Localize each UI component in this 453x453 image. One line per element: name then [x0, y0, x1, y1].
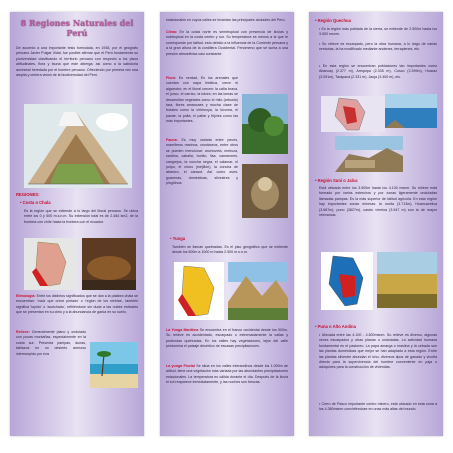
regiones-heading: REGIONES: — [16, 192, 40, 197]
fauna-paragraph — [166, 138, 238, 187]
bullet-icon: • — [315, 18, 317, 23]
fauna-label: Fauna: — [166, 138, 178, 142]
altitude-pyramid-illustration — [24, 104, 132, 188]
clima-text: En la costa norte es semitropical con presencia de lluvias y subtropical en la costa centro y sur. Su temperatura es menos a la que le corresponde por latitud, esto debido a la influencia de la Corriente peruana y a la gran altura de la cordillera Occidental. Fenómeno que se suma a una presión atmosférica casi constante. — [166, 30, 288, 56]
peru-map-illustration — [24, 238, 78, 290]
etimologia-label: Etimología: — [16, 294, 36, 298]
fluvial-label: La yunga Fluvial — [166, 364, 195, 368]
bullet-icon: • — [170, 236, 172, 241]
bullet-icon: • — [315, 178, 317, 183]
ruins-photo — [335, 136, 403, 172]
relieve-paragraph — [16, 330, 86, 357]
bullet-icon: • — [319, 402, 322, 406]
flora-label: Flora: — [166, 76, 176, 80]
bullet-icon: • — [319, 42, 322, 46]
quechua-bullet: • Su relieve es escarpado, pero la obra humana, a lo largo de varias centurias, la ha modificado mediante andenes, terraplenes, etc. — [319, 42, 437, 52]
puna-heading — [315, 324, 356, 329]
bullet-icon: • — [319, 64, 323, 68]
costa-text: Es la región que se extiende a lo largo del litoral peruano. Se ubica entre los 0 y 500 m.s.n.m. Su extensión total es de 2.484 km2, de la frontera con chile hasta la frontera con el ecuador. — [24, 209, 138, 224]
yunga-heading-label: Yunga — [172, 236, 186, 241]
costa-heading-label: Costa o Chala — [22, 200, 51, 205]
puna-bullet: • Cerro de Pasco importante centro minero, está ubicado en esta zona a los 4.380msnm convirtiéndose en unas más altas del mundo. — [319, 402, 437, 412]
quechua-map-illustration — [321, 96, 385, 132]
maritima-text: Se encuentra en el franco occidental desde los 500m. Su relieve es accidentado, escarpado o extremadamente la vallas y profundas quebradas. En los valles hay vegetaciones, lejos del valle predomina el paisaje desértico de escasas precipitaciones. — [166, 328, 288, 349]
clima-label: Clima: — [166, 30, 177, 34]
quechua-bullet: • Es la región más poblada de la sierra, se extiende de 2.500m hasta los 3.500 msnm. — [319, 27, 437, 37]
intro-paragraph: De acuerdo a una importante tesis formulada, en 1938, por el geógrafo peruano Javier Pulgar Vidal, fue posible afirmar que el Perú fundamenta su pluriversidad clasificando el territorio peruano con respecto a los pisos altitudinales, flora y fauna que este alberga; así como a la sabiduría ancestral heredada por el hombre peruano. Ofreciendo por primera vez una amplia y certera visión de la biodiversidad del Perú. — [16, 46, 138, 78]
quechua-bullet: • En esta región se encuentran poblaciones tan importantes como Abancay (2.377 m), Arequipa (2.335 m), Cusco (3.399m), Huaraz (3.091m), Tarapacá (2.331 m), Jauja (3.400 m), etc. — [319, 64, 438, 79]
costa-heading — [20, 200, 51, 205]
suni-map-illustration — [321, 252, 373, 310]
yunga-landscape-photo — [228, 262, 288, 320]
flora-photo — [242, 94, 288, 154]
bullet-icon: • — [315, 324, 317, 329]
flora-text: En verdad, En los arenales que cuentan con napa freática, crece el algarrobo; en el litoral crecen: la caña brava, el junco, el carrizo, la totora; en las lomas se desarrollan vegetales como el mito (arbusto) tara, flores amancaes y mucha clase de frutales como la chirimoya, la lúcuma, el pacae, la palta, el pallar y frijoles como las más importantes. — [166, 76, 238, 124]
continuation-text: estacionales en cuyos valles se levantan las principales ciudades del Perú. — [166, 18, 286, 22]
page-title: 8 Regiones Naturales del Perú — [20, 18, 134, 38]
brochure-panel-middle — [160, 12, 294, 436]
suni-field-photo — [377, 252, 437, 308]
fluvial-paragraph — [166, 364, 288, 386]
suni-text: Está ubicada entre los 3.500m hasta los 4.100 msnm. Su relieve está formado por varios estrechos y por zonas ligeramente onduladas llamadas pampas. Es la más superior de latitud agrícola. En esta región hay importantes zonas mineras: la oroíta (3.713m), Huancavelica (3.667m), puno (3827m), castro virreina (3.947 m) son la de mayor relevancia. — [319, 186, 437, 218]
suni-heading — [315, 178, 357, 183]
fauna-text: Es muy variada entre peces, mamíferos marinos, crustáceos, entre otros se pueden mencionar: anchoveta, merluza, sardina, caballa, bonito, lisa, camarones, cangrejos, la concha negra, el calamar, el pulpo, el choro (mejillón), la concha de abanico, el caracol. Así como aves: guaneras, domésticas, silvestres y pingüinos. — [166, 138, 238, 186]
puna-bullet: • Ubicada entre las 4.100 - 4.800msnm. Su relieve es diverso, algunas veces escarpados y otras planas u onduladas. La actividad humana fundamental es el pastoreo. La papa amarga o maslina y la cebada son las plantas domésticas que mejor se han adaptado a esta región. Entre las plantas silvestre abundan el ichu, diversos tipos de ganado y vicuña directo para la supervivencia del hombre conveniente en paja o adoquines para la construcción de viviendas. — [319, 333, 437, 370]
bullet-icon: • — [20, 200, 22, 205]
quechua-heading — [315, 18, 351, 23]
relieve-label: Relieve: — [16, 330, 30, 334]
quechua-heading-label: Región Quechua — [317, 18, 351, 23]
coast-photo — [82, 238, 136, 290]
bullet-icon: • — [319, 27, 322, 31]
bullet-icon: • — [319, 333, 322, 337]
fluvial-text: Se sitúa en los valles interandinos desde los 1.000m de altitud, tiene una vegetación más variada por las abundantes precipitaciones estacionales. La temperatura es cálida durante el día. Después de la lluvia el sol reaparece inmediatamente, y las noches son frescas. — [166, 364, 288, 385]
maritima-label: La Yunga Marítima — [166, 328, 199, 332]
yunga-heading — [170, 236, 185, 241]
clima-paragraph — [166, 30, 288, 57]
flora-paragraph — [166, 76, 238, 125]
etimologia-text: Entre los distintos significados que se dan a la palabra chala se encuentran: 'maíz que crece pintado' o 'región de los nieblas', también significa 'tupido' o 'acolchado', refiriéndose sin duda a las nubes estivales que se presentan en su cielo y a la abundancia de garúa en su suelo. — [16, 294, 138, 315]
yunga-text: También se llaman quebradas. Es el piso geográfico que se extiende desde los 500m a 1000 m hasta 2.500 m.s.n.m. — [172, 245, 288, 255]
beach-photo — [90, 342, 138, 388]
suni-heading-label: Región Suni o Jalca — [317, 178, 358, 183]
brochure-panel-left — [10, 12, 144, 436]
brochure-panel-right — [309, 12, 443, 436]
yunga-map-illustration — [174, 262, 224, 320]
puna-heading-label: Puna o Alto Andina — [317, 324, 356, 329]
relieve-text: Generalmente plano y ondulado con pocas montañas, especialmente en la costa sur. Presenta pampas, dunas, tablazos en un desierto arenoso interrumpido por ríos — [16, 330, 86, 356]
maritima-paragraph — [166, 328, 288, 350]
etimologia-paragraph — [16, 294, 138, 316]
lake-photo — [385, 94, 437, 128]
fauna-photo — [242, 164, 288, 218]
